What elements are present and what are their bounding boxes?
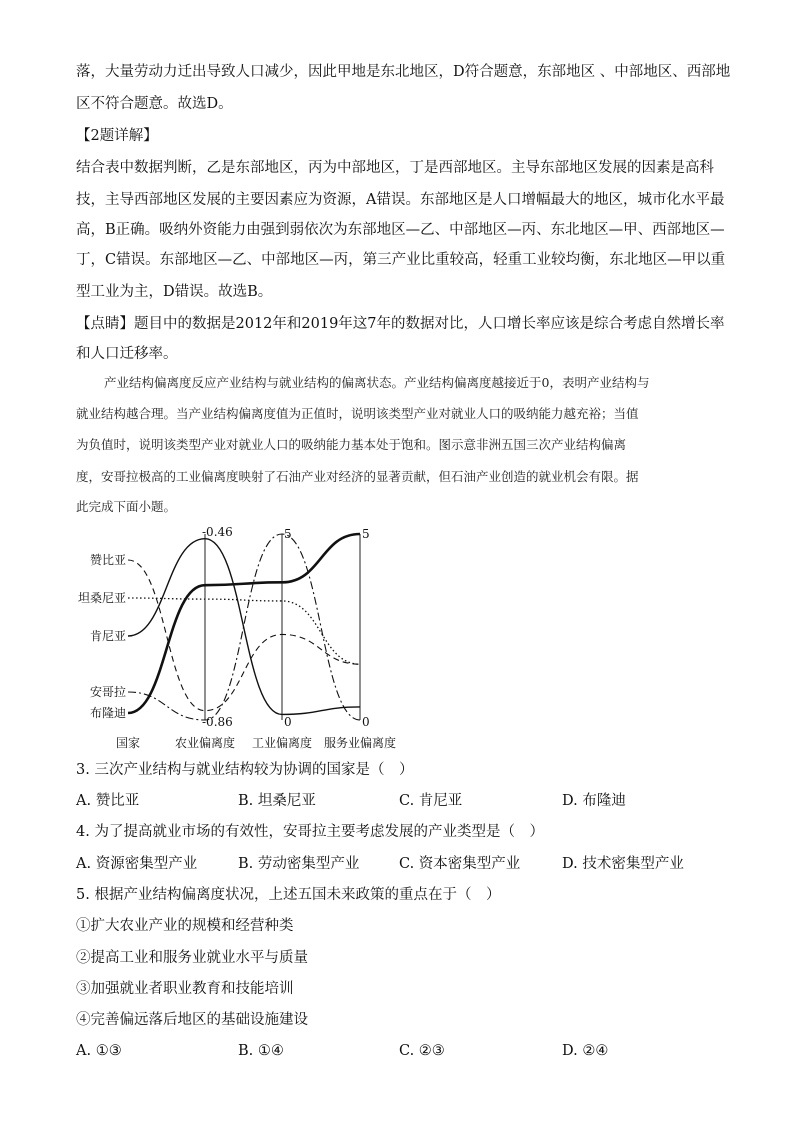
q4-option-d[interactable]: D. 技术密集型产业 [562, 856, 684, 872]
q3-option-a[interactable]: A. 赞比亚 [76, 793, 140, 809]
material-line-1: 产业结构偏离度反应产业结构与就业结构的偏离状态。产业结构偏离度越接近于0，表明产业结构与 [104, 375, 650, 390]
axis-tick-label: 0 [362, 715, 370, 729]
q5-statement-2: ②提高工业和服务业就业水平与质量 [76, 950, 308, 966]
axis-tick-label: -0.86 [202, 715, 233, 729]
q5-statement-3: ③加强就业者职业教育和技能培训 [76, 981, 294, 997]
country-label: 坦桑尼亚 [77, 591, 126, 605]
analysis-line-2: 技，主导西部地区发展的主要因素应为资源，A错误。东部地区是人口增幅最大的地区，城市化水平最 [76, 192, 725, 208]
axis-tick-label: 0 [284, 715, 292, 729]
analysis-line-4: 丁，C错误。东部地区—乙、中部地区—丙，第三产业比重较高，轻重工业较均衡，东北地区—甲以重 [76, 252, 726, 268]
q3-option-c[interactable]: C. 肯尼亚 [399, 793, 463, 809]
q5-statement-4: ④完善偏远落后地区的基础设施建设 [76, 1012, 308, 1028]
answer-line-2: 区不符合题意。故选D。 [76, 96, 233, 112]
axis-category-label: 服务业偏离度 [323, 736, 397, 750]
country-label: 赞比亚 [89, 553, 126, 567]
country-label: 布隆迪 [89, 706, 126, 720]
section-heading-q2: 【2题详解】 [76, 128, 158, 144]
q5-option-a[interactable]: A. ①③ [76, 1043, 122, 1059]
material-line-5: 此完成下面小题。 [76, 499, 177, 514]
question-5: 5. 根据产业结构偏离度状况，上述五国未来政策的重点在于（ ） [76, 887, 501, 903]
country-label: 肯尼亚 [89, 629, 126, 643]
series-line-肯尼亚 [128, 539, 360, 715]
axis-category-label: 工业偏离度 [251, 736, 313, 750]
axis-tick-label: -0.46 [202, 525, 233, 539]
q4-option-b[interactable]: B. 劳动密集型产业 [238, 856, 360, 872]
q5-option-b[interactable]: B. ①④ [238, 1043, 284, 1059]
q5-statement-1: ①扩大农业产业的规模和经营种类 [76, 918, 294, 934]
axis-category-label: 国家 [115, 736, 141, 750]
country-label: 安哥拉 [89, 685, 126, 699]
question-3: 3. 三次产业结构与就业结构较为协调的国家是（ ） [76, 762, 414, 778]
q4-option-c[interactable]: C. 资本密集型产业 [399, 856, 521, 872]
tip-line-1: 【点睛】题目中的数据是2012年和2019年这7年的数据对比，人口增长率应该是综合考虑自然增长率 [76, 316, 725, 332]
axis-tick-label: 5 [362, 527, 370, 541]
material-line-2: 就业结构越合理。当产业结构偏离度值为正值时，说明该类型产业对就业人口的吸纳能力越充裕；当值 [76, 406, 639, 421]
analysis-line-5: 型工业为主，D错误。故选B。 [76, 284, 273, 300]
material-line-3: 为负值时，说明该类型产业对就业人口的吸纳能力基本处于饱和。图示意非洲五国三次产业结构偏离 [76, 437, 627, 452]
answer-line-1: 落，大量劳动力迁出导致人口减少，因此甲地是东北地区，D符合题意，东部地区 、中部地区、西部地 [76, 64, 731, 80]
axis-tick-label: 5 [284, 527, 292, 541]
q3-option-d[interactable]: D. 布隆迪 [562, 793, 626, 809]
question-4: 4. 为了提高就业市场的有效性，安哥拉主要考虑发展的产业类型是（ ） [76, 824, 544, 840]
analysis-line-3: 高，B正确。吸纳外资能力由强到弱依次为东部地区—乙、中部地区—丙、东北地区—甲、西部地区— [76, 222, 725, 238]
q3-option-b[interactable]: B. 坦桑尼亚 [238, 793, 316, 809]
q5-option-d[interactable]: D. ②④ [562, 1043, 609, 1059]
tip-line-2: 和人口迁移率。 [76, 346, 178, 362]
q5-option-c[interactable]: C. ②③ [399, 1043, 445, 1059]
deviation-chart [70, 520, 410, 756]
q4-option-a[interactable]: A. 资源密集型产业 [76, 856, 198, 872]
series-line-安哥拉 [128, 534, 360, 720]
material-line-4: 度，安哥拉极高的工业偏离度映射了石油产业对经济的显著贡献，但石油产业创造的就业机会有限。据 [76, 469, 639, 484]
analysis-line-1: 结合表中数据判断，乙是东部地区，丙为中部地区，丁是西部地区。主导东部地区发展的因素是高科 [76, 160, 714, 176]
axis-category-label: 农业偏离度 [174, 736, 236, 750]
